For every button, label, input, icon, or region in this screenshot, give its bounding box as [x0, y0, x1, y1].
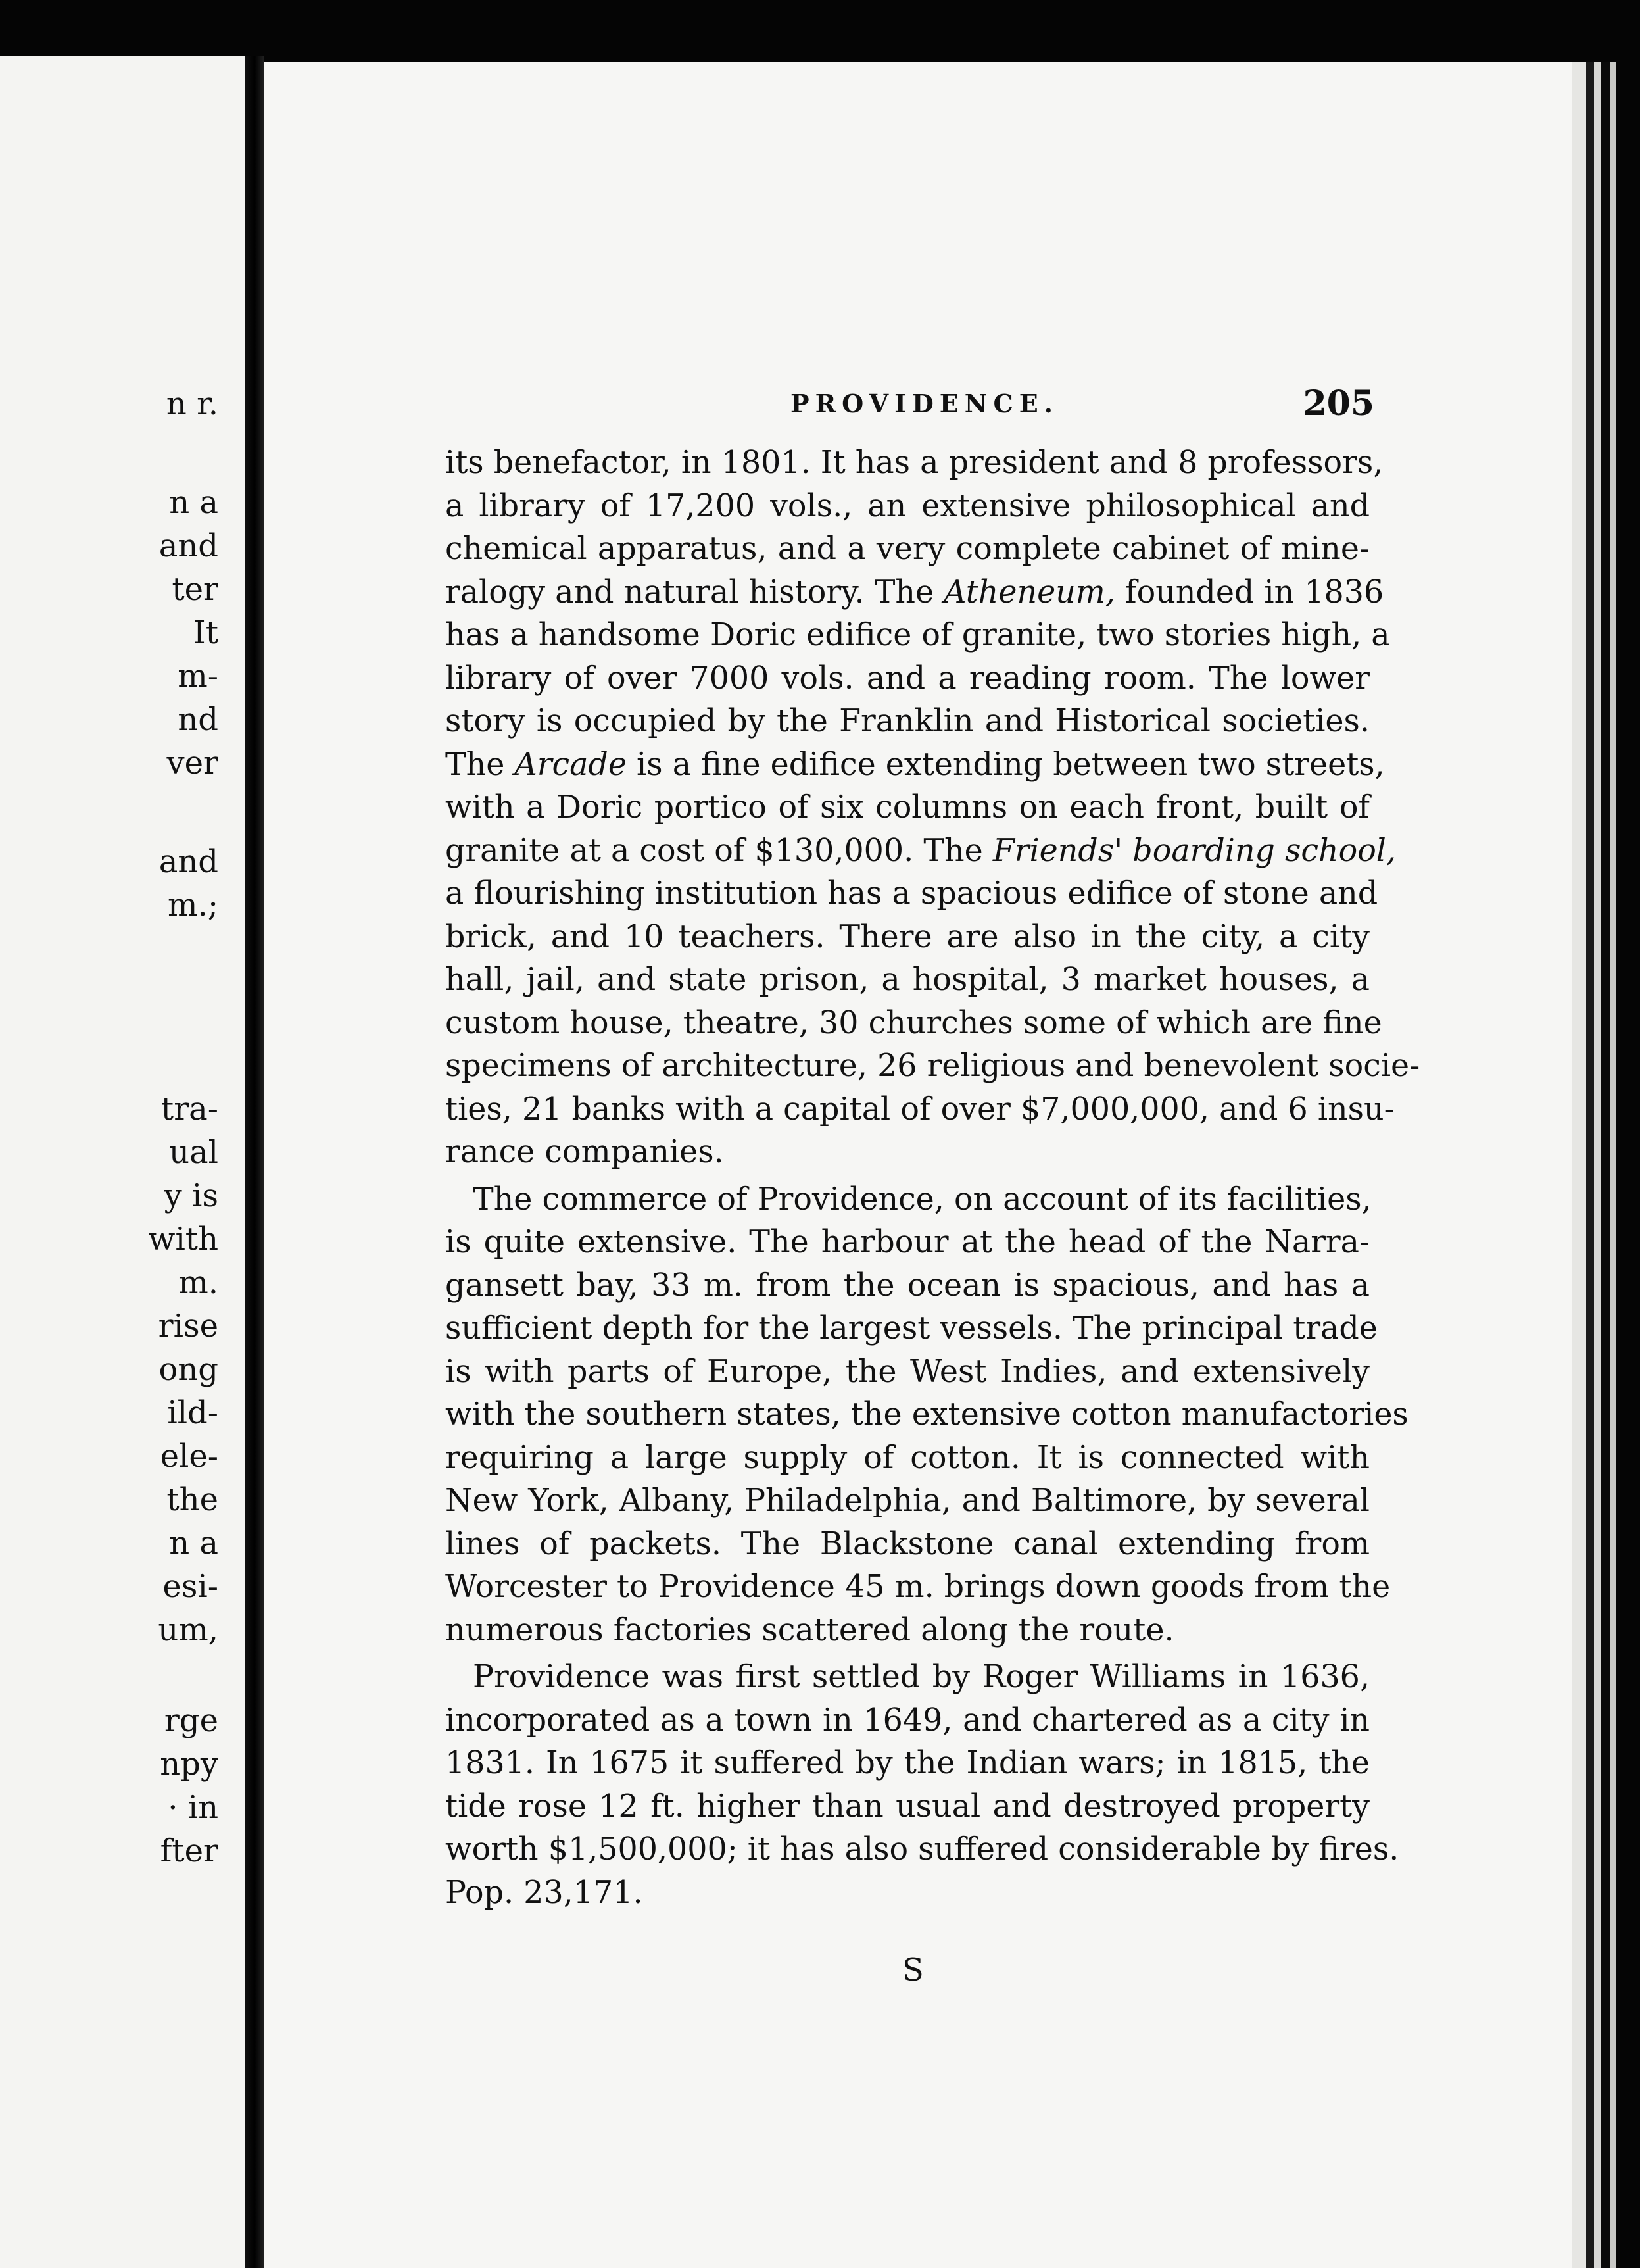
- text-line: is with parts of Europe, the West Indies, and extensively: [445, 1353, 1370, 1390]
- left-page-fragment: and: [158, 528, 218, 564]
- left-page-fragment: ong: [158, 1351, 218, 1388]
- left-page-fragment: tra-: [160, 1091, 218, 1127]
- text-line: brick, and 10 teachers. There are also in the city, a city: [445, 918, 1370, 955]
- page-edge: [1616, 62, 1640, 2268]
- text-line: New York, Albany, Philadelphia, and Baltimore, by several: [445, 1483, 1370, 1519]
- left-page-fragment: rise: [158, 1308, 218, 1344]
- left-page-fragment: · in: [168, 1789, 218, 1826]
- text-line: tide rose 12 ft. higher than usual and destroyed property: [445, 1788, 1370, 1825]
- text-line: granite at a cost of $130,000. The Friends' boarding school,: [445, 832, 1397, 869]
- text-line: with the southern states, the extensive cotton manufactories: [445, 1396, 1409, 1433]
- left-page-fragment: n a: [169, 484, 218, 521]
- left-page-fragment: m-: [178, 658, 218, 695]
- right-page: [264, 62, 1572, 2268]
- text-line: Pop. 23,171.: [445, 1874, 643, 1911]
- left-page-fragment: nd: [178, 701, 218, 738]
- text-line: 1831. In 1675 it suffered by the Indian wars; in 1815, the: [445, 1745, 1370, 1781]
- left-page-fragment: the: [166, 1481, 218, 1518]
- text-line: a flourishing institution has a spacious edifice of stone and: [445, 875, 1378, 912]
- text-line: lines of packets. The Blackstone canal extending from: [445, 1525, 1370, 1562]
- left-page-fragment: with: [148, 1221, 218, 1258]
- left-page-fragment: esi-: [162, 1568, 218, 1605]
- text-line: incorporated as a town in 1649, and chartered as a city in: [445, 1702, 1370, 1738]
- left-page-fragment: fter: [160, 1833, 218, 1869]
- left-page-fragment: ild-: [167, 1394, 218, 1431]
- left-page-fragment: n a: [169, 1525, 218, 1562]
- page-edge: [1594, 62, 1601, 2268]
- page-edge: [1601, 62, 1610, 2268]
- page-edge: [1572, 62, 1586, 2268]
- text-line: Worcester to Providence 45 m. brings down goods from the: [445, 1569, 1391, 1605]
- text-line: a library of 17,200 vols., an extensive philosophical and: [445, 487, 1370, 524]
- scan-top-border: [0, 0, 1640, 62]
- page-edge: [1610, 62, 1616, 2268]
- text-line: numerous factories scattered along the route.: [445, 1612, 1174, 1648]
- text-line: ties, 21 banks with a capital of over $7,000,000, and 6 insu-: [445, 1091, 1395, 1127]
- text-line: hall, jail, and state prison, a hospital, 3 market houses, a: [445, 962, 1370, 998]
- left-page-fragment: ter: [172, 571, 218, 608]
- text-line: requiring a large supply of cotton. It is connected with: [445, 1439, 1370, 1476]
- text-line: rance companies.: [445, 1134, 724, 1170]
- left-page-fragment: um,: [158, 1612, 218, 1648]
- left-page-fragment: n r.: [166, 385, 218, 422]
- text-line: specimens of architecture, 26 religious and benevolent socie-: [445, 1048, 1420, 1084]
- left-page-fragment: y is: [164, 1177, 218, 1214]
- text-line: sufficient depth for the largest vessels. The principal trade: [445, 1310, 1378, 1346]
- text-line: Providence was first settled by Roger Williams in 1636,: [473, 1659, 1370, 1695]
- left-page-fragment: npy: [160, 1746, 218, 1783]
- text-line: The Arcade is a fine edifice extending between two streets,: [445, 746, 1385, 783]
- left-page-fragment: rge: [164, 1702, 218, 1739]
- text-line: gansett bay, 33 m. from the ocean is spacious, and has a: [445, 1267, 1370, 1304]
- text-line: worth $1,500,000; it has also suffered considerable by fires.: [445, 1831, 1399, 1867]
- text-line: custom house, theatre, 30 churches some of which are fine: [445, 1004, 1382, 1041]
- left-page-fragment: ual: [169, 1134, 218, 1171]
- left-page-fragment: m.;: [168, 887, 218, 924]
- text-line: is quite extensive. The harbour at the head of the Narra-: [445, 1224, 1370, 1260]
- left-page-fragment: It: [193, 614, 218, 651]
- text-line: The commerce of Providence, on account of its facilities,: [473, 1181, 1372, 1218]
- running-header-title: PROVIDENCE.: [790, 389, 1059, 418]
- page-edge: [1586, 62, 1594, 2268]
- book-gutter: [245, 56, 264, 2268]
- text-line: ralogy and natural history. The Atheneum, founded in 1836: [445, 574, 1384, 610]
- left-page-fragment: ele-: [160, 1438, 218, 1475]
- left-page: [0, 56, 245, 2268]
- text-line: with a Doric portico of six columns on each front, built of: [445, 789, 1370, 826]
- left-page-fragment: ver: [166, 745, 218, 781]
- text-line: story is occupied by the Franklin and Historical societies.: [445, 703, 1370, 739]
- signature-mark: S: [902, 1952, 924, 1988]
- body-text: [445, 441, 1420, 1914]
- text-line: has a handsome Doric edifice of granite, two stories high, a: [445, 617, 1390, 653]
- text-line: its benefactor, in 1801. It has a president and 8 professors,: [445, 445, 1384, 481]
- text-line: chemical apparatus, and a very complete cabinet of mine-: [445, 531, 1370, 567]
- text-line: library of over 7000 vols. and a reading room. The lower: [445, 660, 1370, 697]
- left-page-fragment: m.: [178, 1264, 218, 1301]
- page-number: 205: [1303, 383, 1374, 424]
- left-page-fragment: and: [158, 843, 218, 880]
